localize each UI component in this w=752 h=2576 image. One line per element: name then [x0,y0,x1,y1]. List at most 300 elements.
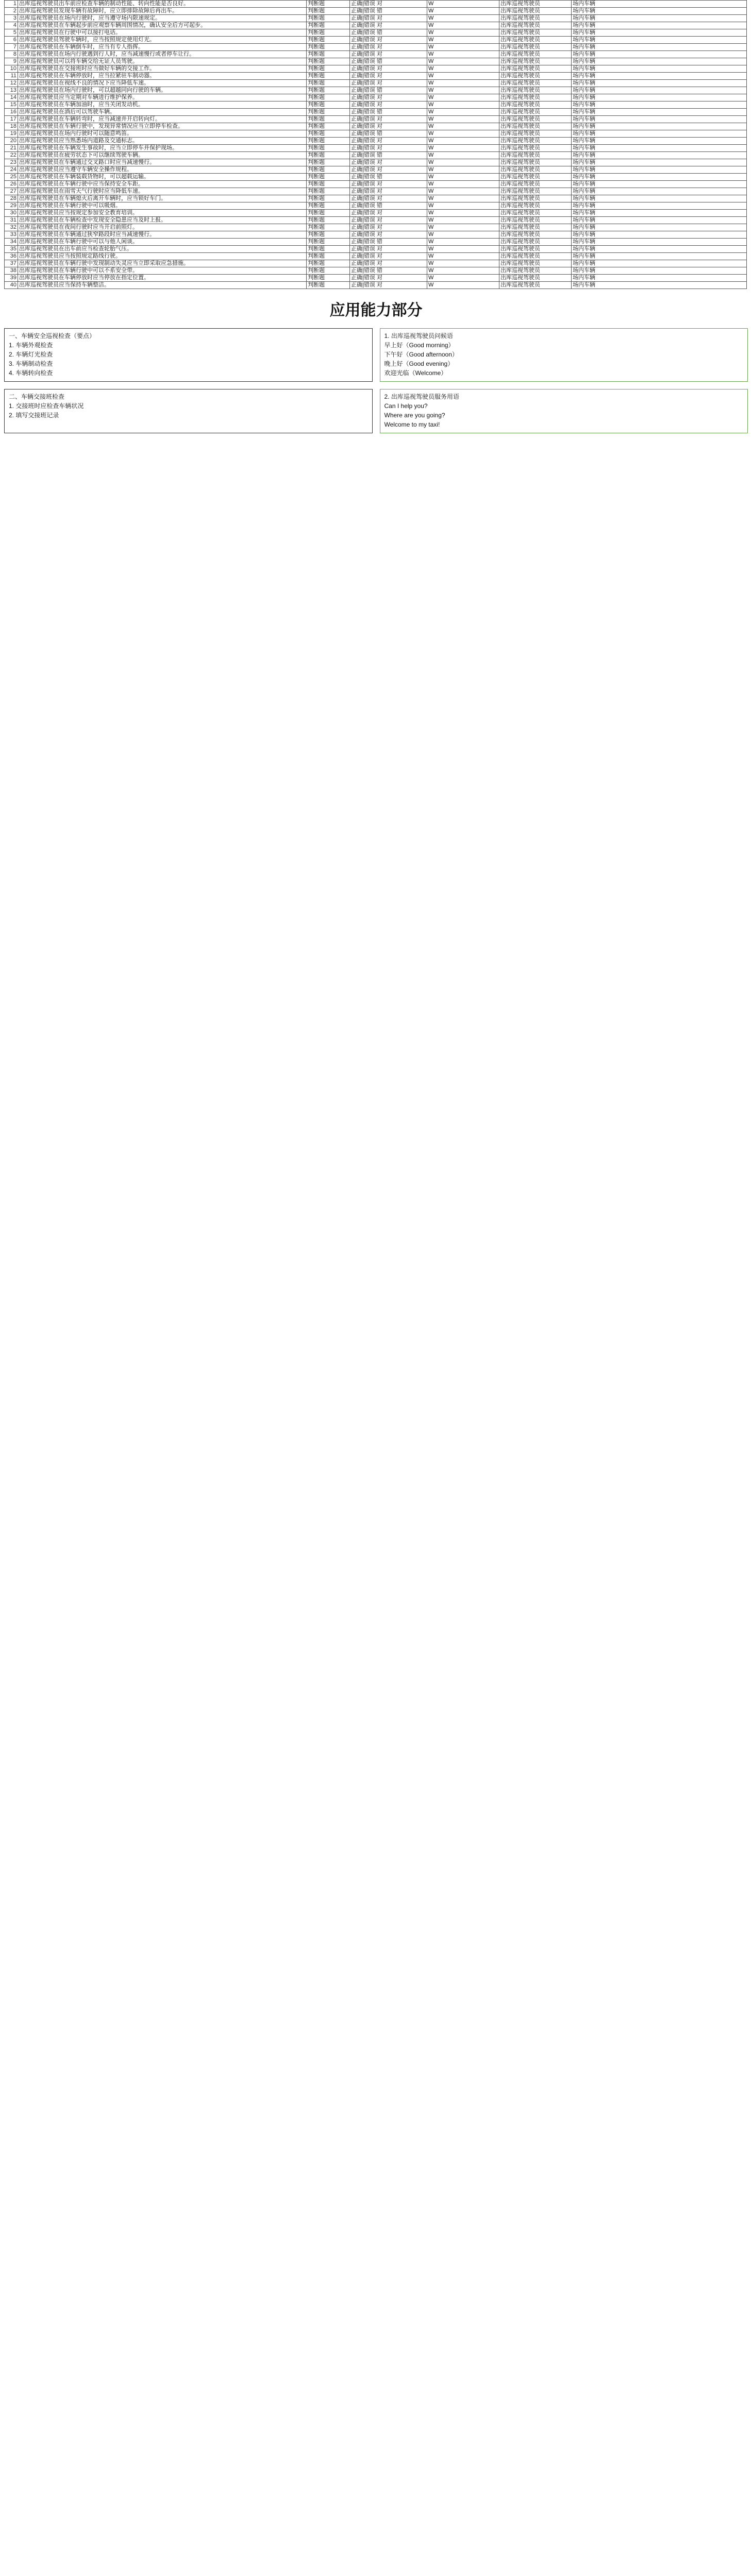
scope-cell: 场内车辆 [572,101,747,109]
row-number: 24 [5,166,18,174]
left-box-line: 4. 车辆转向检查 [9,369,53,377]
row-number: 12 [5,80,18,87]
row-number: 25 [5,174,18,181]
answer-cell: 正确|错误 错 [350,174,427,181]
row-number: 29 [5,202,18,210]
table-row [5,123,747,130]
category-cell: 判断题 [307,123,350,130]
table-row [5,87,747,94]
scope-cell: 场内车辆 [572,267,747,275]
category-cell: 判断题 [307,22,350,29]
right-box-line: 早上好（Good morning） [384,342,455,349]
question-cell: 出库巡视驾驶员在车辆加油时，应当关闭发动机。 [18,101,307,109]
type-cell: W [427,87,499,94]
type-cell: W [427,159,499,166]
type-cell: W [427,166,499,174]
type-cell: W [427,130,499,138]
answer-cell: 正确|错误 对 [350,116,427,123]
answer-cell: 正确|错误 错 [350,87,427,94]
scope-cell: 场内车辆 [572,159,747,166]
scope-cell: 场内车辆 [572,58,747,65]
type-cell: W [427,217,499,224]
scope-cell: 场内车辆 [572,1,747,8]
tag-cell: 出库巡视驾驶员 [499,80,572,87]
table-row [5,8,747,15]
question-cell: 出库巡视驾驶员在车辆检查中发现安全隐患应当及时上报。 [18,217,307,224]
category-cell: 判断题 [307,29,350,37]
section-title: 应用能力部分 [329,302,423,319]
scope-cell: 场内车辆 [572,15,747,22]
row-number: 26 [5,181,18,188]
table-row [5,267,747,275]
row-number: 1 [5,1,18,8]
answer-cell: 正确|错误 错 [350,58,427,65]
type-cell: W [427,260,499,267]
table-row [5,22,747,29]
answer-cell: 正确|错误 对 [350,275,427,282]
question-cell: 出库巡视驾驶员在车辆行驶中应当保持安全车距。 [18,181,307,188]
scope-cell: 场内车辆 [572,231,747,239]
table-row [5,152,747,159]
type-cell: W [427,138,499,145]
scope-cell: 场内车辆 [572,29,747,37]
row-number: 13 [5,87,18,94]
scope-cell: 场内车辆 [572,80,747,87]
row-number: 39 [5,275,18,282]
category-cell: 判断题 [307,195,350,202]
tag-cell: 出库巡视驾驶员 [499,260,572,267]
type-cell: W [427,44,499,51]
tag-cell: 出库巡视驾驶员 [499,109,572,116]
answer-cell: 正确|错误 对 [350,188,427,195]
question-cell: 出库巡视驾驶员在车辆行驶中可以不系安全带。 [18,267,307,275]
type-cell: W [427,282,499,289]
scope-cell: 场内车辆 [572,275,747,282]
answer-cell: 正确|错误 错 [350,8,427,15]
category-cell: 判断题 [307,15,350,22]
left-box2-line: 2. 填写交接班记录 [9,412,59,419]
category-cell: 判断题 [307,109,350,116]
answer-cell: 正确|错误 对 [350,282,427,289]
table-row [5,145,747,152]
spreadsheet-page [0,0,752,433]
answer-cell: 正确|错误 对 [350,145,427,152]
row-number: 16 [5,109,18,116]
type-cell: W [427,109,499,116]
question-cell: 出库巡视驾驶员驾驶车辆时，应当按照规定使用灯光。 [18,37,307,44]
table-row [5,51,747,58]
type-cell: W [427,181,499,188]
tag-cell: 出库巡视驾驶员 [499,87,572,94]
table-row [5,109,747,116]
row-number: 23 [5,159,18,166]
table-row [5,15,747,22]
table-row [5,65,747,73]
row-number: 19 [5,130,18,138]
tag-cell: 出库巡视驾驶员 [499,73,572,80]
scope-cell: 场内车辆 [572,51,747,58]
category-cell: 判断题 [307,267,350,275]
answer-cell: 正确|错误 对 [350,123,427,130]
answer-cell: 正确|错误 对 [350,224,427,231]
left-box2-line: 1. 交接班时应检查车辆状况 [9,402,84,410]
row-number: 20 [5,138,18,145]
answer-cell: 正确|错误 错 [350,267,427,275]
table-row [5,116,747,123]
type-cell: W [427,253,499,260]
category-cell: 判断题 [307,188,350,195]
type-cell: W [427,29,499,37]
question-cell: 出库巡视驾驶员应当熟悉场内道路及交通标志。 [18,138,307,145]
category-cell: 判断题 [307,210,350,217]
scope-cell: 场内车辆 [572,195,747,202]
row-number: 35 [5,246,18,253]
question-cell: 出库巡视驾驶员在夜间行驶时应当开启前照灯。 [18,224,307,231]
right-box2-line: 2. 出库巡视驾驶员服务用语 [384,393,459,400]
category-cell: 判断题 [307,58,350,65]
row-number: 7 [5,44,18,51]
tag-cell: 出库巡视驾驶员 [499,37,572,44]
table-row [5,37,747,44]
table-row [5,80,747,87]
tag-cell: 出库巡视驾驶员 [499,94,572,101]
question-cell: 出库巡视驾驶员应当定期对车辆进行维护保养。 [18,94,307,101]
question-cell: 出库巡视驾驶员在行驶中可以接打电话。 [18,29,307,37]
category-cell: 判断题 [307,87,350,94]
tag-cell: 出库巡视驾驶员 [499,166,572,174]
category-cell: 判断题 [307,94,350,101]
tag-cell: 出库巡视驾驶员 [499,138,572,145]
table-row [5,231,747,239]
question-cell: 出库巡视驾驶员应当按照规定路线行驶。 [18,253,307,260]
tag-cell: 出库巡视驾驶员 [499,188,572,195]
type-cell: W [427,58,499,65]
question-cell: 出库巡视驾驶员在车辆行驶中，发现异常情况应当立即停车检查。 [18,123,307,130]
category-cell: 判断题 [307,116,350,123]
right-text-box [380,328,748,382]
type-cell: W [427,202,499,210]
bottom-boxes-row-2 [4,389,748,433]
tag-cell: 出库巡视驾驶员 [499,51,572,58]
question-cell: 出库巡视驾驶员在车辆发生事故时，应当立即停车并保护现场。 [18,145,307,152]
table-row [5,260,747,267]
row-number: 11 [5,73,18,80]
question-cell: 出库巡视驾驶员在交接班时应当做好车辆的交接工作。 [18,65,307,73]
question-cell: 出库巡视驾驶员在车辆起步前应观察车辆周围情况，确认安全后方可起步。 [18,22,307,29]
row-number: 8 [5,51,18,58]
left-box-line: 3. 车辆制动检查 [9,360,53,367]
scope-cell: 场内车辆 [572,166,747,174]
category-cell: 判断题 [307,44,350,51]
question-cell: 出库巡视驾驶员在车辆停放时，应当拉紧驻车制动器。 [18,73,307,80]
row-number: 14 [5,94,18,101]
question-cell: 出库巡视驾驶员在车辆熄火后离开车辆时，应当锁好车门。 [18,195,307,202]
row-number: 37 [5,260,18,267]
category-cell: 判断题 [307,1,350,8]
question-cell: 出库巡视驾驶员在场内行驶时，可以超越同向行驶的车辆。 [18,87,307,94]
type-cell: W [427,152,499,159]
row-number: 40 [5,282,18,289]
scope-cell: 场内车辆 [572,188,747,195]
table-row [5,188,747,195]
row-number: 9 [5,58,18,65]
type-cell: W [427,80,499,87]
type-cell: W [427,231,499,239]
table-row [5,138,747,145]
scope-cell: 场内车辆 [572,22,747,29]
table-row [5,282,747,289]
answer-cell: 正确|错误 对 [350,65,427,73]
question-cell: 出库巡视驾驶员在车辆装载货物时，可以超载运输。 [18,174,307,181]
type-cell: W [427,275,499,282]
table-row [5,130,747,138]
answer-cell: 正确|错误 错 [350,239,427,246]
answer-cell: 正确|错误 错 [350,202,427,210]
tag-cell: 出库巡视驾驶员 [499,44,572,51]
row-number: 28 [5,195,18,202]
tag-cell: 出库巡视驾驶员 [499,202,572,210]
scope-cell: 场内车辆 [572,44,747,51]
right-box-line: 欢迎光临（Welcome） [384,369,447,377]
question-cell: 出库巡视驾驶员应当按规定参加安全教育培训。 [18,210,307,217]
answer-cell: 正确|错误 对 [350,80,427,87]
type-cell: W [427,101,499,109]
category-cell: 判断题 [307,145,350,152]
table-row [5,58,747,65]
question-cell: 出库巡视驾驶员在场内行驶时，应当遵守场内限速规定。 [18,15,307,22]
scope-cell: 场内车辆 [572,109,747,116]
row-number: 31 [5,217,18,224]
answer-cell: 正确|错误 对 [350,195,427,202]
category-cell: 判断题 [307,275,350,282]
scope-cell: 场内车辆 [572,94,747,101]
scope-cell: 场内车辆 [572,123,747,130]
tag-cell: 出库巡视驾驶员 [499,246,572,253]
row-number: 34 [5,239,18,246]
type-cell: W [427,65,499,73]
type-cell: W [427,37,499,44]
row-number: 10 [5,65,18,73]
row-number: 5 [5,29,18,37]
table-row [5,174,747,181]
table-row [5,1,747,8]
table-row [5,202,747,210]
table-row [5,44,747,51]
tag-cell: 出库巡视驾驶员 [499,116,572,123]
answer-cell: 正确|错误 对 [350,217,427,224]
tag-cell: 出库巡视驾驶员 [499,130,572,138]
type-cell: W [427,174,499,181]
tag-cell: 出库巡视驾驶员 [499,217,572,224]
right-box2-line: Can I help you? [384,402,428,410]
scope-cell: 场内车辆 [572,138,747,145]
scope-cell: 场内车辆 [572,210,747,217]
scope-cell: 场内车辆 [572,239,747,246]
category-cell: 判断题 [307,166,350,174]
type-cell: W [427,51,499,58]
question-cell: 出库巡视驾驶员可以将车辆交给无证人员驾驶。 [18,58,307,65]
row-number: 22 [5,152,18,159]
table-row [5,29,747,37]
left-box-line: 2. 车辆灯光检查 [9,351,53,358]
question-cell: 出库巡视驾驶员在疲劳状态下可以继续驾驶车辆。 [18,152,307,159]
category-cell: 判断题 [307,181,350,188]
table-row [5,166,747,174]
scope-cell: 场内车辆 [572,130,747,138]
type-cell: W [427,1,499,8]
answer-cell: 正确|错误 对 [350,159,427,166]
tag-cell: 出库巡视驾驶员 [499,253,572,260]
tag-cell: 出库巡视驾驶员 [499,15,572,22]
row-number: 27 [5,188,18,195]
scope-cell: 场内车辆 [572,202,747,210]
row-number: 36 [5,253,18,260]
type-cell: W [427,94,499,101]
answer-cell: 正确|错误 错 [350,152,427,159]
category-cell: 判断题 [307,65,350,73]
table-row [5,210,747,217]
answer-cell: 正确|错误 对 [350,101,427,109]
left-box-line: 一、车辆安全巡视检查（要点） [9,332,96,340]
scope-cell: 场内车辆 [572,152,747,159]
scope-cell: 场内车辆 [572,246,747,253]
table-row [5,217,747,224]
question-cell: 出库巡视驾驶员在雨雪天气行驶时应当降低车速。 [18,188,307,195]
type-cell: W [427,224,499,231]
scope-cell: 场内车辆 [572,224,747,231]
answer-cell: 正确|错误 对 [350,253,427,260]
left-box2-line: 二、车辆交接班检查 [9,393,65,400]
category-cell: 判断题 [307,224,350,231]
type-cell: W [427,188,499,195]
type-cell: W [427,73,499,80]
answer-cell: 正确|错误 对 [350,181,427,188]
type-cell: W [427,8,499,15]
tag-cell: 出库巡视驾驶员 [499,159,572,166]
table-row [5,159,747,166]
answer-cell: 正确|错误 对 [350,246,427,253]
scope-cell: 场内车辆 [572,87,747,94]
answer-cell: 正确|错误 对 [350,1,427,8]
left-text-box-2 [4,389,373,433]
answer-cell: 正确|错误 对 [350,260,427,267]
type-cell: W [427,123,499,130]
left-text-box [4,328,373,382]
tag-cell: 出库巡视驾驶员 [499,282,572,289]
question-cell: 出库巡视驾驶员在视线不良的情况下应当降低车速。 [18,80,307,87]
category-cell: 判断题 [307,80,350,87]
question-cell: 出库巡视驾驶员在场内行驶时可以随意鸣笛。 [18,130,307,138]
type-cell: W [427,15,499,22]
category-cell: 判断题 [307,260,350,267]
category-cell: 判断题 [307,37,350,44]
category-cell: 判断题 [307,152,350,159]
row-number: 32 [5,224,18,231]
question-cell: 出库巡视驾驶员在车辆通过狭窄路段时应当减速慢行。 [18,231,307,239]
row-number: 4 [5,22,18,29]
tag-cell: 出库巡视驾驶员 [499,210,572,217]
right-box-line: 1. 出库巡视驾驶员问候语 [384,332,453,340]
table-row [5,195,747,202]
table-row [5,239,747,246]
scope-cell: 场内车辆 [572,217,747,224]
table-row [5,94,747,101]
answer-cell: 正确|错误 错 [350,109,427,116]
row-number: 3 [5,15,18,22]
row-number: 2 [5,8,18,15]
question-cell: 出库巡视驾驶员在车辆行驶中可以与他人闲谈。 [18,239,307,246]
tag-cell: 出库巡视驾驶员 [499,181,572,188]
category-cell: 判断题 [307,282,350,289]
category-cell: 判断题 [307,130,350,138]
scope-cell: 场内车辆 [572,253,747,260]
table-row [5,246,747,253]
question-cell: 出库巡视驾驶员在车辆行驶中发现制动失灵应当立即采取应急措施。 [18,260,307,267]
answer-cell: 正确|错误 对 [350,22,427,29]
category-cell: 判断题 [307,231,350,239]
table-row [5,101,747,109]
question-cell: 出库巡视驾驶员在车辆倒车时，应当有专人指挥。 [18,44,307,51]
table-row [5,73,747,80]
scope-cell: 场内车辆 [572,174,747,181]
question-cell: 出库巡视驾驶员在出车前应当检查轮胎气压。 [18,246,307,253]
type-cell: W [427,22,499,29]
type-cell: W [427,116,499,123]
question-cell: 出库巡视驾驶员应当遵守车辆安全操作规程。 [18,166,307,174]
category-cell: 判断题 [307,73,350,80]
answer-cell: 正确|错误 对 [350,15,427,22]
tag-cell: 出库巡视驾驶员 [499,8,572,15]
right-box2-line: Where are you going? [384,412,445,419]
table-row [5,224,747,231]
type-cell: W [427,145,499,152]
table-row [5,253,747,260]
question-cell: 出库巡视驾驶员在车辆停放时应当停放在指定位置。 [18,275,307,282]
right-text-box-2 [380,389,748,433]
scope-cell: 场内车辆 [572,181,747,188]
row-number: 30 [5,210,18,217]
category-cell: 判断题 [307,159,350,166]
type-cell: W [427,195,499,202]
bottom-boxes-row-1 [4,328,748,382]
question-cell: 出库巡视驾驶员在车辆行驶中可以吸烟。 [18,202,307,210]
answer-cell: 正确|错误 对 [350,166,427,174]
tag-cell: 出库巡视驾驶员 [499,58,572,65]
scope-cell: 场内车辆 [572,116,747,123]
answer-cell: 正确|错误 对 [350,138,427,145]
scope-cell: 场内车辆 [572,73,747,80]
tag-cell: 出库巡视驾驶员 [499,239,572,246]
row-number: 38 [5,267,18,275]
tag-cell: 出库巡视驾驶员 [499,174,572,181]
question-table [4,0,747,289]
table-row [5,181,747,188]
category-cell: 判断题 [307,239,350,246]
row-number: 21 [5,145,18,152]
right-box-line: 晚上好（Good evening） [384,360,454,367]
tag-cell: 出库巡视驾驶员 [499,267,572,275]
tag-cell: 出库巡视驾驶员 [499,231,572,239]
tag-cell: 出库巡视驾驶员 [499,224,572,231]
category-cell: 判断题 [307,246,350,253]
tag-cell: 出库巡视驾驶员 [499,195,572,202]
question-cell: 出库巡视驾驶员发现车辆有故障时，应立即排除故障后再出车。 [18,8,307,15]
tag-cell: 出库巡视驾驶员 [499,29,572,37]
category-cell: 判断题 [307,253,350,260]
tag-cell: 出库巡视驾驶员 [499,145,572,152]
right-box2-line: Welcome to my taxi! [384,421,440,428]
category-cell: 判断题 [307,202,350,210]
